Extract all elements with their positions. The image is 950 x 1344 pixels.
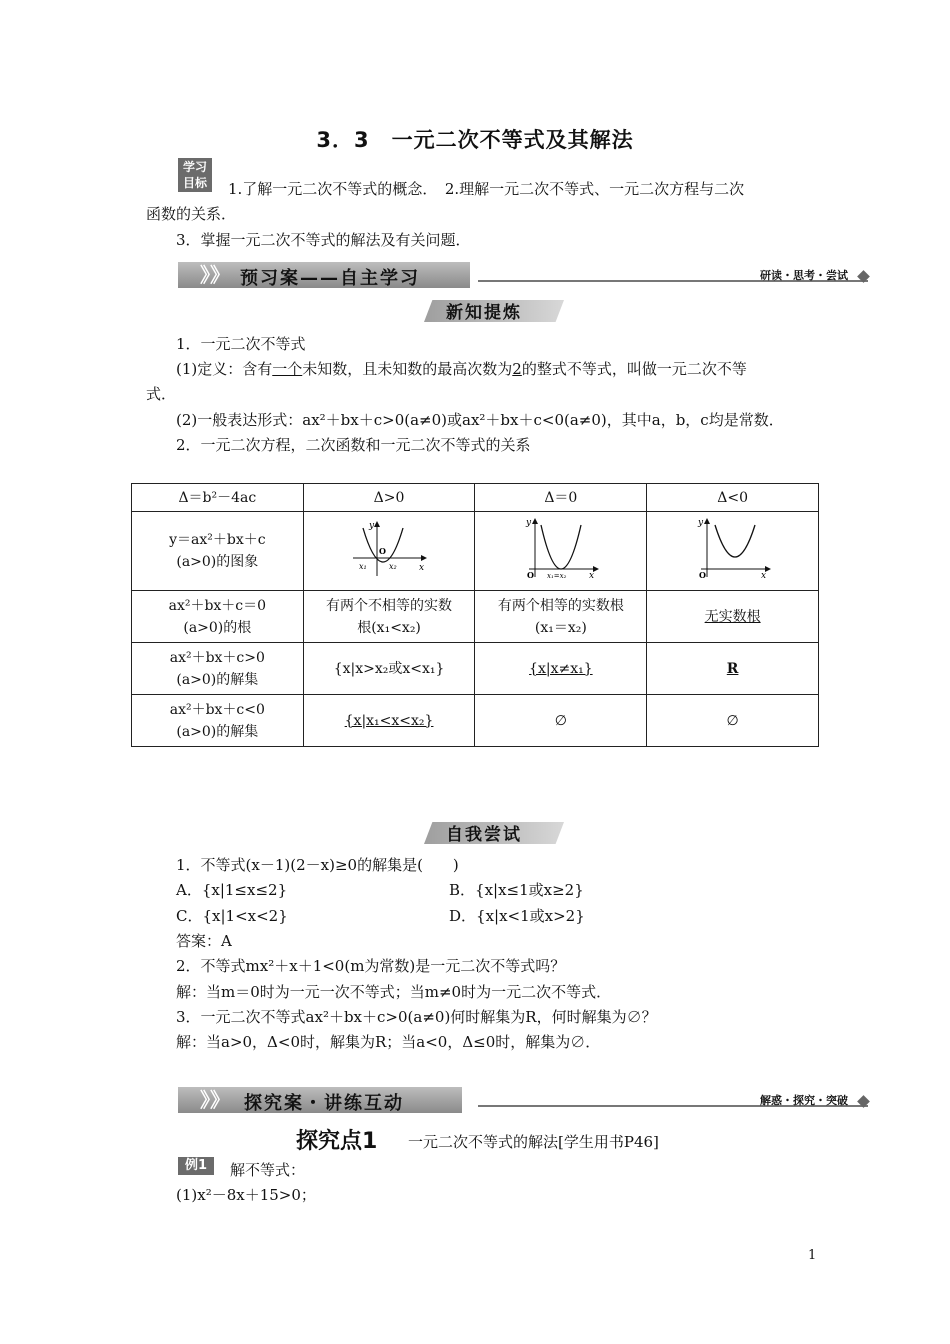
sub-heading-new-knowledge: 新知提炼: [424, 298, 569, 324]
chevron-icon: 》》: [200, 263, 230, 287]
table-cell: ax²＋bx＋c>0 (a>0)的解集: [132, 643, 304, 695]
option-b: B．{x|x≤1或x≥2}: [449, 881, 584, 899]
table-cell: 有两个相等的实数根 (x₁＝x₂): [475, 591, 647, 643]
table-header: Δ<0: [647, 484, 819, 512]
section-1-heading: 1．一元二次不等式: [176, 335, 306, 353]
example-item-1: (1)x²－8x＋15>0；: [176, 1186, 316, 1204]
svg-text:x₂: x₂: [389, 561, 397, 571]
svg-text:x: x: [588, 570, 594, 579]
table-row: [132, 591, 819, 643]
table-cell: {x|x₁<x<x₂}: [303, 695, 475, 747]
table-cell: {x|x>x₂或x<x₁}: [303, 643, 475, 695]
table-cell: 有两个不相等的实数 根(x₁<x₂): [303, 591, 475, 643]
example-badge: 例1: [178, 1157, 214, 1175]
svg-text:x₁=x₂: x₁=x₂: [546, 571, 567, 579]
table-cell: [475, 512, 647, 591]
answer-2: 解：当m＝0时为一元一次不等式；当m≠0时为一元二次不等式．: [176, 983, 612, 1001]
table-cell: ax²＋bx＋c<0 (a>0)的解集: [132, 695, 304, 747]
objectives-line-2: 函数的关系．: [146, 205, 237, 223]
svg-text:O: O: [698, 569, 706, 579]
table-row: [132, 695, 819, 747]
answer-1: 答案：A: [176, 932, 232, 950]
svg-text:O: O: [526, 569, 534, 579]
table-header: Δ＝b²－4ac: [132, 484, 304, 512]
option-d: D．{x|x<1或x>2}: [449, 907, 585, 925]
explore-point-desc: 一元二次不等式的解法[学生用书P46]: [408, 1133, 659, 1151]
table-cell: ∅: [647, 695, 819, 747]
option-c: C．{x|1<x<2}: [176, 907, 288, 925]
explore-banner: [178, 1087, 868, 1113]
svg-text:x: x: [419, 562, 425, 573]
definition-cont: 式．: [146, 385, 177, 403]
table-cell: ax²＋bx＋c＝0 (a>0)的根: [132, 591, 304, 643]
svg-text:O: O: [379, 545, 387, 556]
sub-heading-self-try: 自我尝试: [424, 820, 569, 846]
option-a: A．{x|1≤x≤2}: [176, 881, 288, 899]
svg-text:y: y: [697, 517, 703, 528]
explore-banner-label: 探究案・讲练互动: [244, 1093, 404, 1114]
objectives-badge: 学习 目标: [178, 158, 212, 192]
table-cell: y＝ax²＋bx＋c (a>0)的图象: [132, 512, 304, 591]
table-row: [132, 512, 819, 591]
table-header: Δ>0: [303, 484, 475, 512]
parabola-no-root-graph: [695, 517, 771, 579]
preview-banner-right: 研读・思考・尝试: [760, 269, 848, 282]
table-cell: R: [647, 643, 819, 695]
table-row: [132, 484, 819, 512]
table-row: [132, 643, 819, 695]
preview-banner-label: 预习案——自主学习: [240, 268, 420, 289]
table-cell: [647, 512, 819, 591]
page-number: 1: [808, 1248, 817, 1263]
svg-text:x₁: x₁: [359, 561, 367, 571]
svg-text:x: x: [760, 570, 766, 579]
table-cell: 无实数根: [647, 591, 819, 643]
svg-text:y: y: [525, 517, 531, 528]
question-3: 3．一元二次不等式ax²＋bx＋c>0(a≠0)何时解集为R，何时解集为∅？: [176, 1008, 657, 1026]
table-cell: [303, 512, 475, 591]
table-cell: ∅: [475, 695, 647, 747]
page-title: 3．3 一元二次不等式及其解法: [316, 128, 634, 152]
answer-3: 解：当a>0，Δ<0时，解集为R；当a<0，Δ≤0时，解集为∅．: [176, 1033, 601, 1051]
section-2-heading: 2．一元二次方程，二次函数和一元二次不等式的关系: [176, 436, 531, 454]
explore-point-title: 探究点1: [296, 1129, 378, 1154]
relation-table: [131, 483, 819, 747]
question-2: 2．不等式mx²＋x＋1<0(m为常数)是一元二次不等式吗？: [176, 957, 566, 975]
chevron-icon: 》》: [200, 1088, 230, 1112]
svg-text:y: y: [369, 520, 375, 531]
table-header: Δ＝0: [475, 484, 647, 512]
general-form: (2)一般表达形式：ax²＋bx＋c>0(a≠0)或ax²＋bx＋c<0(a≠0)，其中a，b，c均是常数．: [176, 411, 784, 429]
objectives-line-3: 3．掌握一元二次不等式的解法及有关问题．: [176, 231, 471, 249]
explore-banner-right: 解惑・探究・突破: [760, 1094, 848, 1107]
preview-banner: [178, 262, 868, 288]
parabola-one-root-graph: [523, 517, 599, 579]
example-prompt: 解不等式：: [230, 1161, 306, 1179]
question-1: 1．不等式(x－1)(2－x)≥0的解集是( ): [176, 856, 459, 874]
objectives-line-1: 1.了解一元二次不等式的概念． 2.理解一元二次不等式、一元二次方程与二次: [228, 180, 745, 198]
table-cell: {x|x≠x₁}: [475, 643, 647, 695]
parabola-two-roots-graph: [351, 518, 427, 578]
definition-line: (1)定义：含有一个未知数，且未知数的最高次数为2的整式不等式，叫做一元二次不等: [176, 360, 747, 378]
